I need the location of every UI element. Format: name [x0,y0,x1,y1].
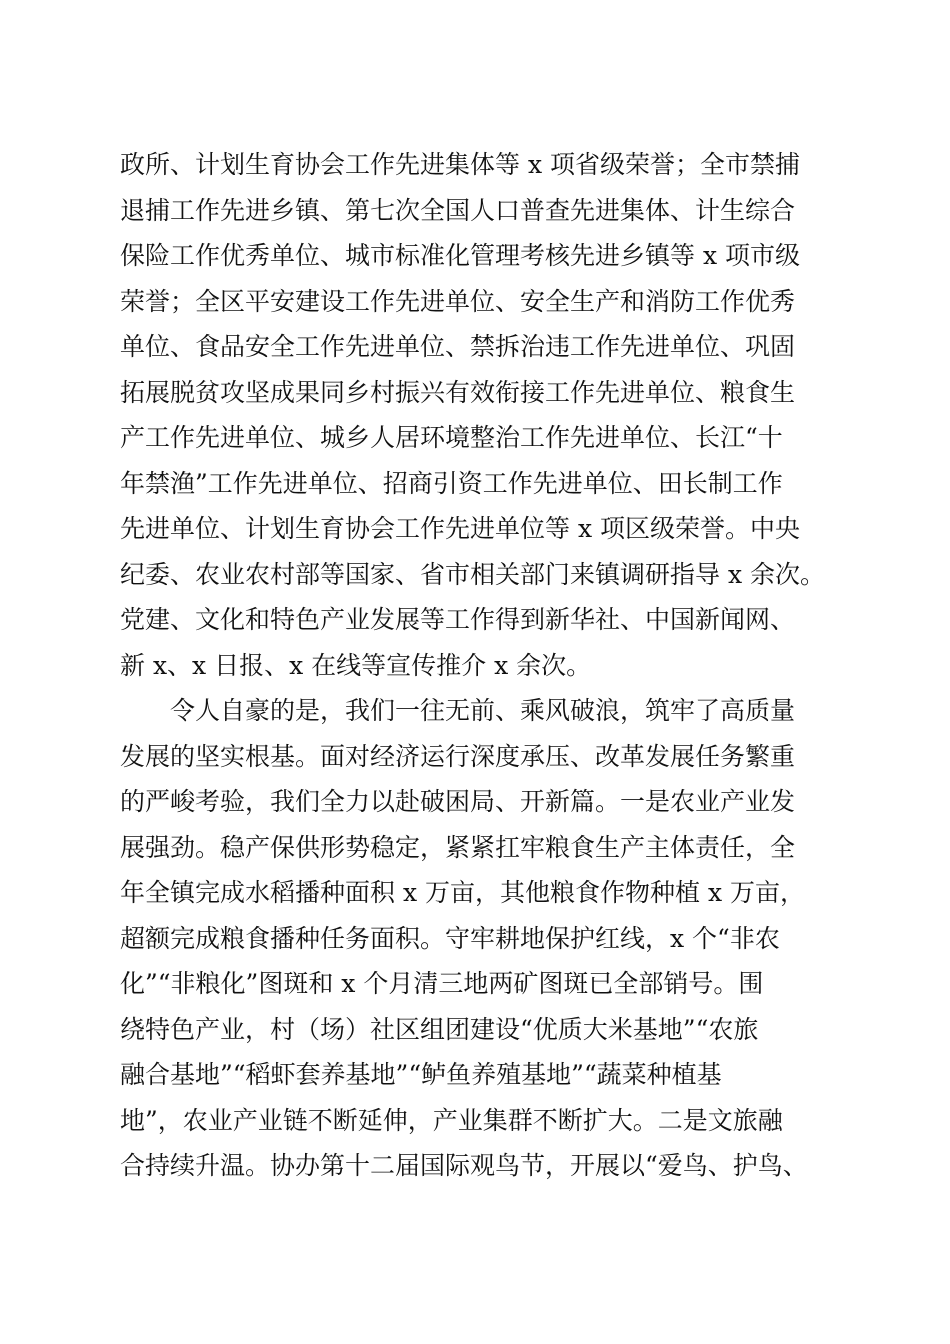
text-line: 超额完成粮食播种任务面积。守牢耕地保护红线，x 个“非农 [120,923,780,953]
text-line: 产工作先进单位、城乡人居环境整治工作先进单位、长江“十 [120,423,783,452]
text-line: 纪委、农业农村部等国家、省市相关部门来镇调研指导 x 余次。 [120,559,825,589]
text-line: 拓展脱贫攻坚成果同乡村振兴有效衔接工作先进单位、粮食生 [120,377,796,407]
text-line: 令人自豪的是，我们一往无前、乘风破浪，筑牢了高质量 [170,696,796,725]
text-line: 新 x、x 日报、x 在线等宣传推介 x 余次。 [120,650,592,680]
text-line: 的严峻考验，我们全力以赴破困局、开新篇。一是农业产业发 [120,787,796,816]
text-line: 政所、计划生育协会工作先进集体等 x 项省级荣誉；全市禁捕 [120,150,800,179]
text-line: 合持续升温。协办第十二届国际观鸟节，开展以“爱鸟、护鸟、 [120,1151,808,1180]
text-line: 保险工作优秀单位、城市标准化管理考核先进乡镇等 x 项市级 [120,241,800,270]
paragraph-development [120,688,850,1189]
text-line: 地”，农业产业链不断延伸，产业集群不断扩大。二是文旅融 [120,1105,783,1135]
document-body [120,142,850,1189]
text-line: 年全镇完成水稻播种面积 x 万亩，其他粮食作物种植 x 万亩， [120,878,805,907]
text-line: 年禁渔”工作先进单位、招商引资工作先进单位、田长制工作 [120,468,783,498]
text-line: 党建、文化和特色产业发展等工作得到新华社、中国新闻网、 [120,605,796,634]
paragraph-honors [120,142,850,688]
text-line: 融合基地”“稻虾套养基地”“鲈鱼养殖基地”“蔬菜种植基 [120,1060,722,1089]
text-line: 展强劲。稳产保供形势稳定，紧紧扛牢粮食生产主体责任，全 [120,832,796,862]
text-line: 化”“非粮化”图斑和 x 个月清三地两矿图斑已全部销号。围 [120,969,764,998]
text-line: 发展的坚实根基。面对经济运行深度承压、改革发展任务繁重 [120,741,796,771]
text-line: 退捕工作先进乡镇、第七次全国人口普查先进集体、计生综合 [120,195,796,225]
text-line: 先进单位、计划生育协会工作先进单位等 x 项区级荣誉。中央 [120,514,800,543]
text-line: 绕特色产业，村（场）社区组团建设“优质大米基地”“农旅 [120,1014,759,1044]
text-line: 单位、食品安全工作先进单位、禁拆治违工作先进单位、巩固 [120,332,796,361]
text-line: 荣誉；全区平安建设工作先进单位、安全生产和消防工作优秀 [120,286,796,316]
